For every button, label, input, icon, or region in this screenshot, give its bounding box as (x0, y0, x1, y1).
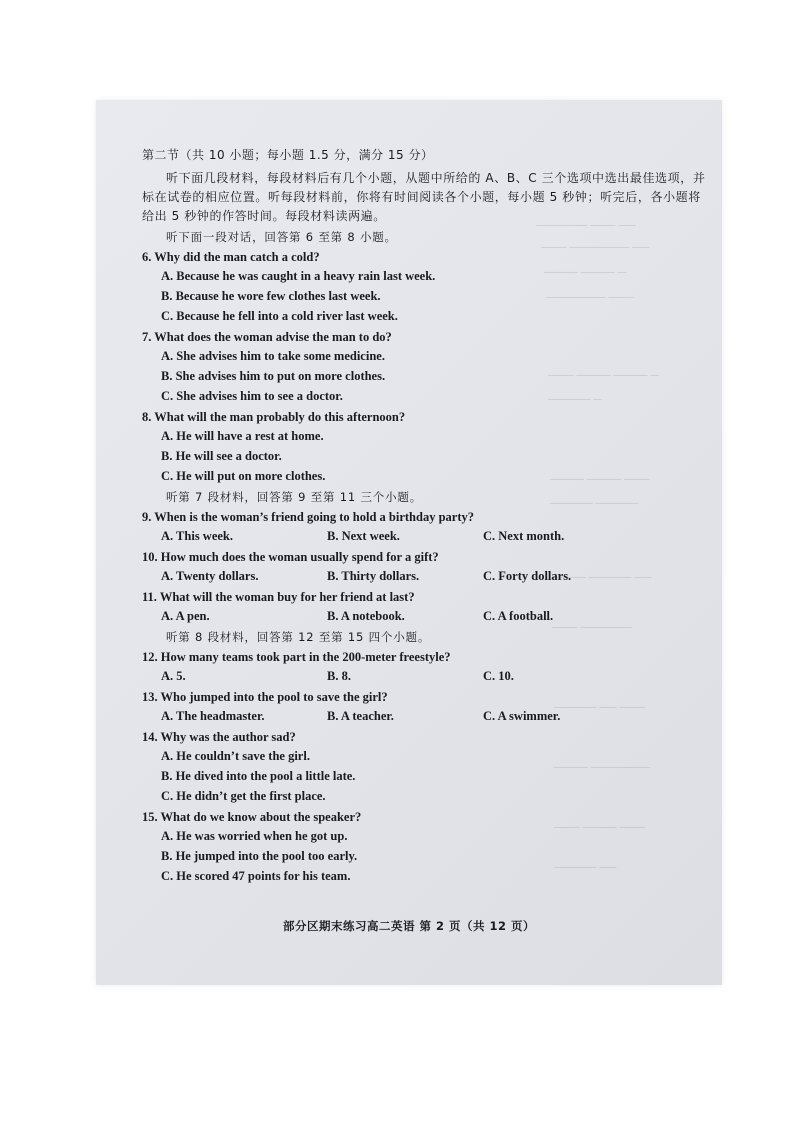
options-row-9 (161, 527, 712, 546)
page-footer: 部分区期末练习高二英语 第 2 页（共 12 页） (282, 919, 536, 933)
question-7: 7. What does the woman advise the man to do? (142, 330, 392, 344)
bleed-through: ──── ─────── (554, 760, 651, 774)
option-8a: A. He will have a rest at home. (161, 429, 324, 443)
bleed-through: ─── ──── ─── (554, 820, 646, 834)
group-instruction: 听第 8 段材料，回答第 12 至第 15 四个小题。 (166, 630, 431, 644)
options-row-11 (161, 607, 712, 626)
group-instruction: 听下面一段对话，回答第 6 至第 8 小题。 (166, 230, 397, 244)
bleed-through: ──── ──── ─── (550, 472, 650, 486)
question-15: 15. What do we know about the speaker? (142, 810, 362, 824)
option-13a: A. The headmaster. (161, 709, 265, 723)
bleed-through: ─── ──── ──── ─ (548, 368, 660, 382)
option-6a: A. Because he was caught in a heavy rain last week. (161, 269, 436, 283)
option-14a: A. He couldn’t save the girl. (161, 749, 310, 763)
option-13b: B. A teacher. (327, 709, 394, 723)
listening-section (142, 146, 712, 887)
option-11c: C. A football. (483, 609, 554, 623)
question-13: 13. Who jumped into the pool to save the girl? (142, 690, 388, 704)
option-7a: A. She advises him to take some medicine. (161, 349, 385, 363)
option-13c: C. A swimmer. (483, 709, 561, 723)
question-9: 9. When is the woman’s friend going to hold a birthday party? (142, 510, 474, 524)
option-15c: C. He scored 47 points for his team. (161, 869, 351, 883)
question-10: 10. How much does the woman usually spend for a gift? (142, 550, 439, 564)
option-10b: B. Thirty dollars. (327, 569, 420, 583)
option-8c: C. He will put on more clothes. (161, 469, 326, 483)
bleed-through: ─── ─────── ── (541, 240, 650, 254)
bleed-through: ─── ────── (552, 620, 632, 634)
bleed-through: ───── ── ─── (554, 700, 646, 714)
bleed-through: ────── ─── ── (536, 218, 636, 232)
option-9b: B. Next week. (327, 529, 400, 543)
section-directions: 听下面几段材料，每段材料后有几个小题，从题中所给的 A、B、C 三个选项中选出最佳选项，并标在试卷的相应位置。听每段材料前，你将有时间阅读各个小题，每小题 5 秒钟；听完后，各小题将给出 5 秒钟的作答时间。每段材料读两遍。 (142, 171, 706, 223)
bleed-through: ───── ───── (550, 496, 639, 510)
option-9a: A. This week. (161, 529, 234, 543)
option-8b: B. He will see a doctor. (161, 449, 282, 463)
option-7c: C. She advises him to see a doctor. (161, 389, 343, 403)
option-12c: C. 10. (483, 669, 514, 683)
options-row-12 (161, 667, 712, 686)
option-14c: C. He didn’t get the first place. (161, 789, 326, 803)
question-6: 6. Why did the man catch a cold? (142, 250, 320, 264)
group-instruction: 听第 7 段材料，回答第 9 至第 11 三个小题。 (166, 490, 422, 504)
bleed-through: ──── ───── ── (552, 570, 652, 584)
option-11a: A. A pen. (161, 609, 210, 623)
bleed-through: ─────── ─── (546, 290, 635, 304)
question-12: 12. How many teams took part in the 200-meter freestyle? (142, 650, 451, 664)
question-11: 11. What will the woman buy for her friend at last? (142, 590, 415, 604)
bleed-through: ───── ─ (548, 392, 603, 406)
section-title: 第二节（共 10 小题；每小题 1.5 分，满分 15 分） (142, 148, 434, 162)
option-6c: C. Because he fell into a cold river last week. (161, 309, 398, 323)
option-11b: B. A notebook. (327, 609, 405, 623)
option-6b: B. Because he wore few clothes last week. (161, 289, 381, 303)
question-8: 8. What will the man probably do this afternoon? (142, 410, 406, 424)
option-14b: B. He dived into the pool a little late. (161, 769, 356, 783)
option-15a: A. He was worried when he got up. (161, 829, 348, 843)
option-15b: B. He jumped into the pool too early. (161, 849, 358, 863)
option-9c: C. Next month. (483, 529, 565, 543)
options-row-10 (161, 567, 712, 586)
options-row-13 (161, 707, 712, 726)
question-14: 14. Why was the author sad? (142, 730, 296, 744)
option-12a: A. 5. (161, 669, 186, 683)
bleed-through: ───── ── (554, 860, 617, 874)
option-7b: B. She advises him to put on more clothes. (161, 369, 386, 383)
bleed-through: ──── ──── ─ (544, 265, 627, 279)
option-10a: A. Twenty dollars. (161, 569, 259, 583)
option-10c: C. Forty dollars. (483, 569, 572, 583)
exam-page (96, 100, 722, 985)
option-12b: B. 8. (327, 669, 351, 683)
